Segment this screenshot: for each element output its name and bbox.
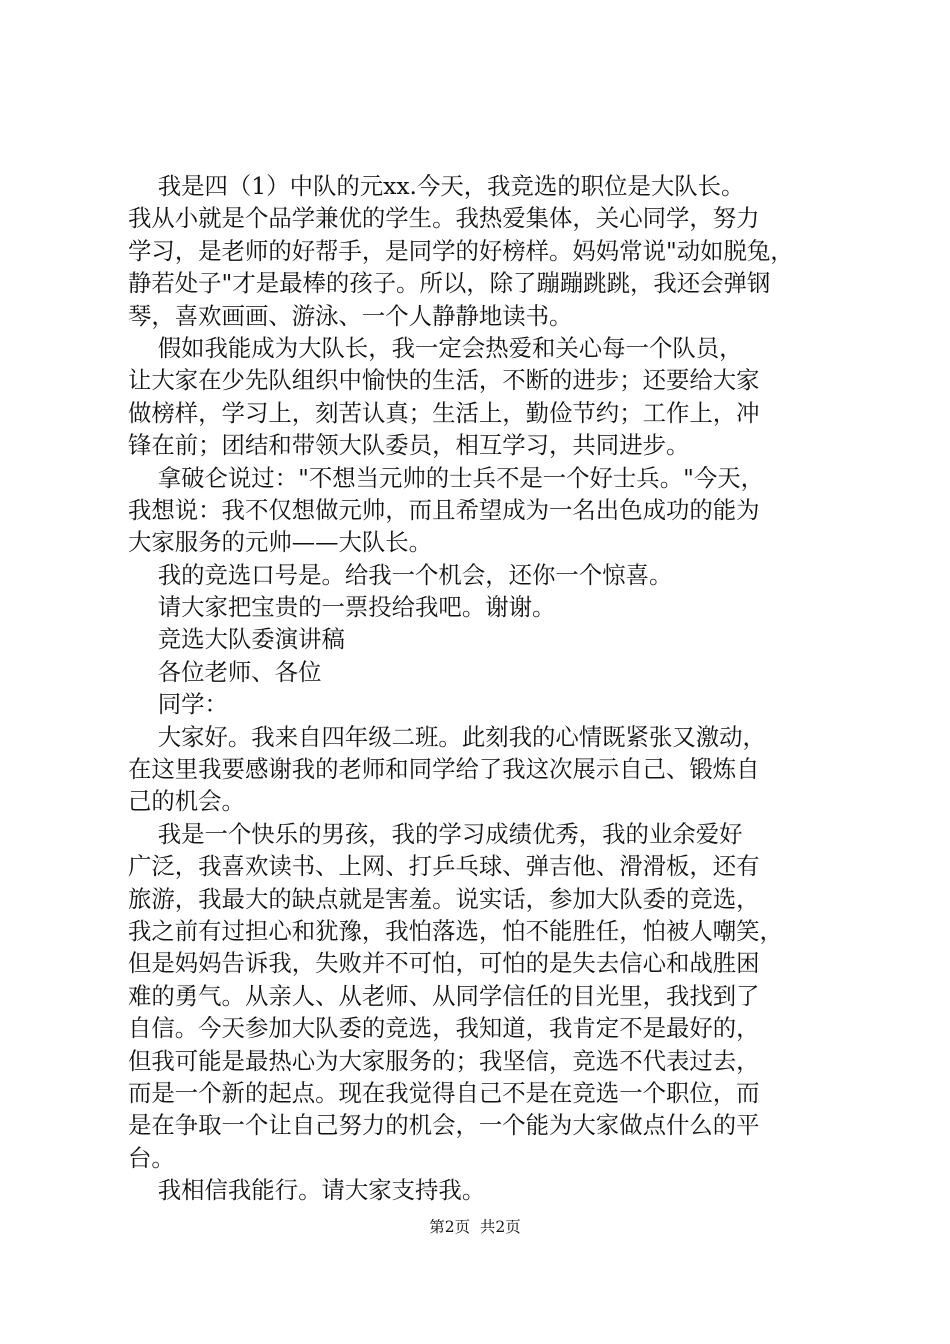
text-line: 但我可能是最热心为大家服务的；我坚信，竞选不代表过去，	[128, 1046, 760, 1075]
text-line: 旅游，我最大的缺点就是害羞。说实话，参加大队委的竞选，	[128, 884, 760, 913]
text-line: 我想说：我不仅想做元帅，而且希望成为一名出色成功的能为	[128, 495, 760, 524]
text-line: 是在争取一个让自己努力的机会，一个能为大家做点什么的平	[128, 1111, 760, 1140]
text-line: 假如我能成为大队长，我一定会热爱和关心每一个队员，	[128, 333, 743, 362]
text-line: 请大家把宝贵的一票投给我吧。谢谢。	[128, 593, 556, 622]
text-line: 大家好。我来自四年级二班。此刻我的心情既紧张又激动，	[128, 722, 766, 751]
text-line: 台。	[128, 1143, 175, 1172]
text-line: 琴，喜欢画画、游泳、一个人静静地读书。	[128, 301, 573, 330]
text-line: 让大家在少先队组织中愉快的生活，不断的进步；还要给大家	[128, 366, 760, 395]
text-line: 广泛，我喜欢读书、上网、打乒乓球、弹吉他、滑滑板，还有	[128, 852, 760, 881]
text-line: 难的勇气。从亲人、从老师、从同学信任的目光里，我找到了	[128, 981, 760, 1010]
text-line: 做榜样，学习上，刻苦认真；生活上，勤俭节约；工作上，冲	[128, 398, 760, 427]
text-line: 各位老师、各位	[128, 657, 322, 686]
text-line: 我从小就是个品学兼优的学生。我热爱集体，关心同学，努力	[128, 204, 760, 233]
document-body	[128, 170, 840, 1207]
text-line: 静若处子"才是最棒的孩子。所以，除了蹦蹦跳跳，我还会弹钢	[128, 269, 771, 298]
speech-title: 竞选大队委演讲稿	[128, 625, 345, 654]
text-line: 但是妈妈告诉我，失败并不可怕，可怕的是失去信心和战胜困	[128, 949, 760, 978]
text-line: 我之前有过担心和犹豫，我怕落选，怕不能胜任，怕被人嘲笑，	[128, 916, 783, 945]
text-line: 而是一个新的起点。现在我觉得自己不是在竞选一个职位，而	[128, 1078, 760, 1107]
text-line: 同学：	[128, 690, 228, 719]
text-line: 我的竞选口号是。给我一个机会，还你一个惊喜。	[128, 560, 673, 589]
text-line: 自信。今天参加大队委的竞选，我知道，我肯定不是最好的，	[128, 1014, 760, 1043]
text-line: 锋在前；团结和带领大队委员，相互学习，共同进步。	[128, 431, 690, 460]
page-number-footer: 第2页 共2页	[429, 1218, 521, 1236]
text-line: 学习，是老师的好帮手，是同学的好榜样。妈妈常说"动如脱兔，	[128, 236, 794, 265]
text-line: 在这里我要感谢我的老师和同学给了我这次展示自己、锻炼自	[128, 755, 760, 784]
text-line: 大家服务的元帅——大队长。	[128, 528, 433, 557]
text-line: 我是四（1）中队的元xx.今天，我竞选的职位是大队长。	[128, 172, 745, 200]
text-line: 拿破仑说过："不想当元帅的士兵不是一个好士兵。"今天，	[128, 463, 765, 492]
text-line: 我是一个快乐的男孩，我的学习成绩优秀，我的业余爱好	[128, 819, 743, 848]
text-line: 我相信我能行。请大家支持我。	[128, 1176, 486, 1205]
text-line: 己的机会。	[128, 787, 245, 816]
